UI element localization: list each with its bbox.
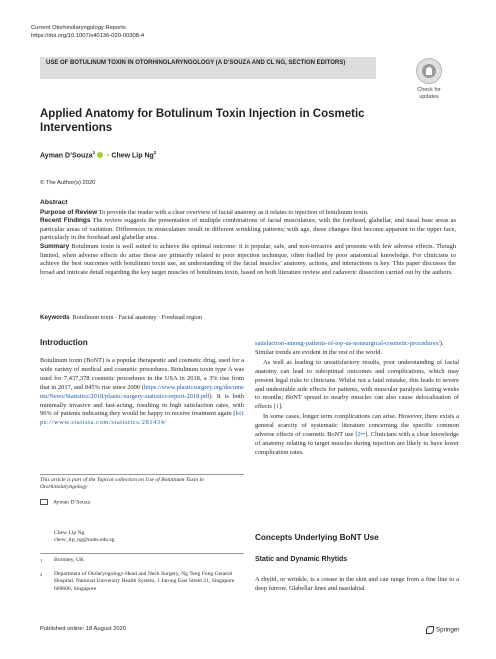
subsection-heading-rhytids: Static and Dynamic Rhytids <box>255 556 348 563</box>
check-updates-line2: updates <box>419 93 439 100</box>
section-heading-concepts: Concepts Underlying BoNT Use <box>255 533 379 542</box>
affiliation-sup: 1 <box>92 150 96 155</box>
abstract-text: Botulinum toxin is well suited to achieve the optimal outcome: it is popular, safe, and non-invasive and presents with few adverse effects. Though limited, when adverse effects do arise these are primarily related to poor injection technique, often fuelled by poor anatomical knowledge. For clinicians to achieve the best outcomes with botulinum toxin use, an understanding of the facial muscles’ anatomy, actions, and interactions is key. This paper discusses the broad and intricate detail regarding the key target muscles of botulinum toxin, based on both literature review and cadaveric dissection carried out by the authors. <box>40 242 457 276</box>
abstract-label: Summary <box>40 242 70 250</box>
journal-header <box>31 24 144 40</box>
author-separator: · <box>105 152 112 160</box>
footnote: This article is part of the Topical collection on Use of Botulinum Toxin in Otorhinolaryngology <box>40 477 204 491</box>
publisher-logo <box>426 626 459 634</box>
paragraph-text: ]. Clinicians with a clear knowledge of anatomy relating to target muscles during injection are likely to have lower complication rates. <box>255 431 460 456</box>
introduction-paragraph <box>40 357 244 428</box>
paragraph-text: A rhytid, or wrinkle, is a crease in the skin and can range from a fine line to a deep furrow. Glabellar lines and nasolabial <box>255 576 459 592</box>
abstract-label: Purpose of Review <box>40 208 98 216</box>
author-name[interactable]: Ayman D’Souza <box>40 152 93 160</box>
reference-link[interactable]: https://www.plasticsurgery.org/documents/News/Statistics/2018/plastic-surgery-statistics-report-2018.pdf <box>40 383 244 400</box>
article-title: Applied Anatomy for Botulinum Toxin Injection in Cosmetic Interventions <box>40 108 365 134</box>
affiliation-divider <box>40 553 244 554</box>
affiliation-1 <box>40 557 244 564</box>
envelope-icon[interactable] <box>40 499 48 505</box>
introduction-continued <box>255 340 459 458</box>
paragraph-text: ). Similar trends are evident in the rest of the world. <box>255 340 444 356</box>
affiliation-number: 2 <box>40 572 43 577</box>
affiliation-number: 1 <box>40 558 43 563</box>
check-updates-icon <box>416 58 442 84</box>
abstract <box>40 199 456 277</box>
correspondence-block <box>40 499 244 507</box>
coauthor-contact <box>54 530 258 545</box>
author-name[interactable]: Chew Lip Ng <box>111 152 154 160</box>
section-heading-introduction: Introduction <box>40 338 88 347</box>
paragraph-text: In some cases, longer term complications can arise. However, there exists a general scarcity of systematic literature concerning the specific common adverse effects of cosmetic BoNT use [ <box>255 413 459 439</box>
paragraph-text: ). It is both minimally invasive and fast-acting, resulting in high satisfaction rates, with 96% of patients indicating they would be happy to receive treatment again ( <box>40 392 244 418</box>
doi-link[interactable]: https://doi.org/10.1007/s40136-020-00308-4 <box>31 33 145 39</box>
publisher-name: Springer <box>436 626 460 634</box>
corresponding-author: Ayman D’Souza <box>53 499 90 506</box>
abstract-heading: Abstract <box>40 199 68 206</box>
affiliation-text: Bromley, UK <box>54 557 85 563</box>
abstract-label: Recent Findings <box>40 217 91 225</box>
author-list <box>40 150 156 159</box>
keywords-text: Botulinum toxin · Facial anatomy · Forehead region <box>72 314 203 321</box>
abstract-text: The review suggests the presentation of multiple combinations of facial musculature, with the forehead, glabellar, and nasal base areas as particular areas of variation. Differences in musculature result in different wrinkling patterns; with age, these changes first become apparent in the upper face, particularly in the forehead and glabellar area. <box>40 217 456 242</box>
affiliation-2 <box>40 571 244 593</box>
reference-link[interactable]: satisfaction-among-patients-of-top-us-nonsurgical-cosmetic-procedures/ <box>255 340 440 347</box>
citation-link[interactable]: 1 <box>275 403 279 411</box>
rhytids-paragraph <box>255 576 459 594</box>
coauthor-email[interactable]: chew_lip_ng@nuhs.edu.sg <box>54 537 115 544</box>
check-updates-line1: Check for <box>417 87 441 93</box>
affiliation-text: Department of Otolaryngology-Head and Neck Surgery, Ng Teng Fong General Hospital, National University Health System, 1 Jurong East Street 21, Singapore 609606, Singapore <box>54 571 235 592</box>
footnote-divider <box>40 474 244 475</box>
paragraph-text: As well as leading to unsatisfactory results, poor understanding of facial anatomy can lead to suboptimal outcomes and complications, which may present legal risks to clinicians. Whilst not a fatal mistake, this leads to severe and undesirable side effects for patients, with muscular paralysis lasting weeks to months; BoNT spread to nearby muscles can also cause delocalisation of effects [ <box>255 358 459 411</box>
coauthor-name: Chew Lip Ng <box>54 530 85 536</box>
abstract-text: To provide the reader with a clear overview of facial anatomy as it relates to injection of botulinum toxin. <box>98 208 369 216</box>
keywords-label: Keywords <box>40 314 70 321</box>
keywords <box>40 314 202 321</box>
published-date: Published online: 18 August 2020 <box>40 626 127 632</box>
springer-icon <box>426 626 434 634</box>
affiliation-sup: 2 <box>153 150 157 155</box>
journal-name: Current Otorhinolaryngology Reports <box>31 25 126 31</box>
citation-link[interactable]: 2•• <box>357 431 366 439</box>
orcid-icon[interactable] <box>97 152 103 158</box>
paragraph-text: ]. <box>278 403 283 411</box>
check-for-updates-badge[interactable] <box>409 58 449 102</box>
reference-link[interactable]: https://www.statista.com/statistics/281434/ <box>40 410 244 427</box>
copyright-notice: © The Author(s) 2020 <box>40 180 96 186</box>
paragraph-text: Botulinum toxin (BoNT) is a popular therapeutic and cosmetic drug, used for a wide variety of medical and cosmetic procedures. Botulinum toxin type A was used for 7,437,378 cosmetic procedures in the USA in 2018, a 3% rise from that in 2017, and 845% rise since 2000 ( <box>40 357 244 391</box>
section-banner: USE OF BOTULINUM TOXIN IN OTORHINOLARYNGOLOGY (A D’SOUZA AND CL NG, SECTION EDITORS) <box>40 57 376 79</box>
